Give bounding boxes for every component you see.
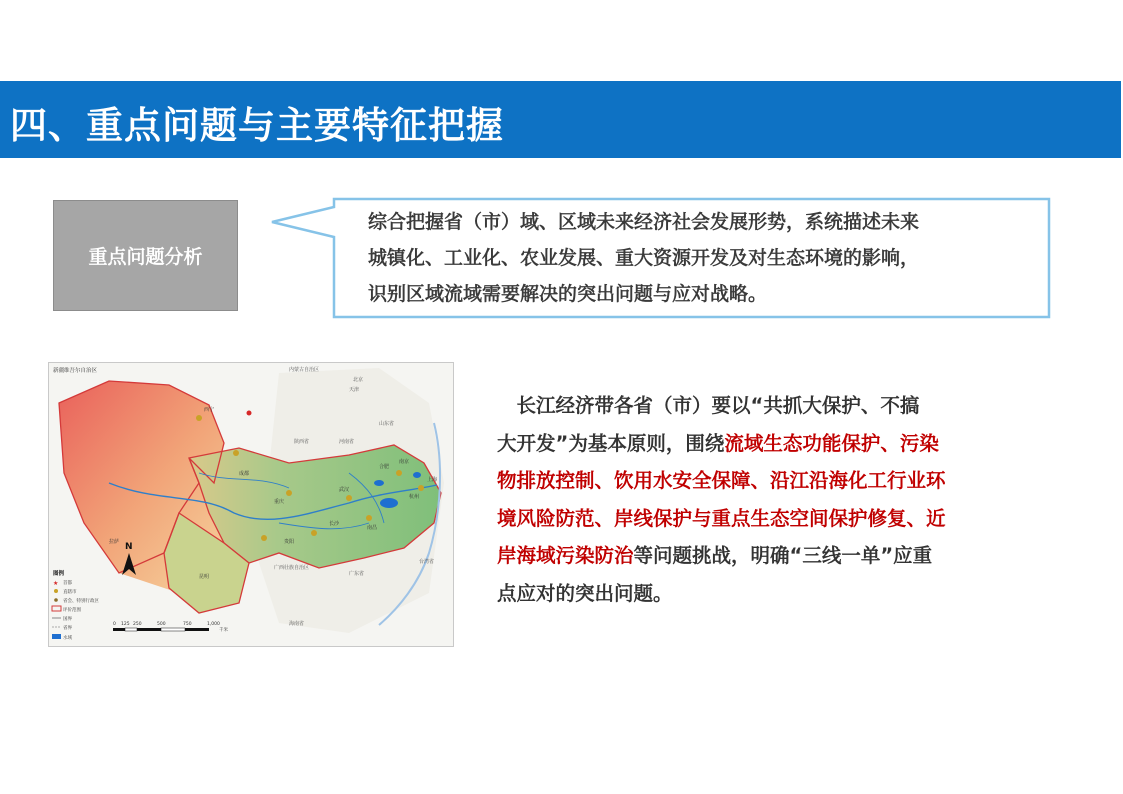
- body-text-span: 等问题挑战，明确“三线一单”应重: [633, 544, 933, 567]
- callout-line-3: 识别区域流域需要解决的突出问题与应对战略。: [368, 283, 768, 305]
- map-place-label: 杭州: [409, 494, 420, 500]
- callout-line-1: 综合把握省（市）域、区域未来经济社会发展形势，系统描述未来: [368, 211, 920, 233]
- legend-item: 首都: [63, 581, 72, 586]
- callout-line-2: 城镇化、工业化、农业发展、重大资源开发及对生态环境的影响，: [368, 247, 920, 269]
- map-graphic: [49, 363, 453, 646]
- scale-label: 250: [133, 622, 142, 627]
- svg-text:★: ★: [53, 580, 59, 587]
- legend-item: 评价范围: [63, 608, 81, 613]
- legend-title: 图例: [53, 571, 65, 577]
- legend-item: 直辖市: [63, 590, 77, 595]
- map-region-label: 新疆维吾尔自治区: [53, 368, 98, 374]
- yangtze-map: [48, 362, 454, 647]
- body-line-1: [497, 387, 1045, 425]
- map-place-label: 重庆: [274, 499, 285, 505]
- page-title: 四、重点问题与主要特征把握: [10, 104, 504, 147]
- scale-label: 1,000: [207, 622, 220, 627]
- map-place-label: 南京: [399, 459, 410, 465]
- scale-unit: 千米: [219, 628, 228, 633]
- map-place-label: 广东省: [349, 571, 365, 577]
- body-highlight-span: 岸海域污染防治: [497, 544, 634, 567]
- body-line-5: [497, 537, 1045, 575]
- scale-label: 750: [183, 622, 192, 627]
- map-place-label: 天津: [349, 387, 360, 393]
- map-place-label: 西宁: [204, 407, 215, 413]
- map-place-label: 广西壮族自治区: [274, 565, 310, 571]
- north-arrow-label: N: [125, 542, 133, 552]
- map-place-label: 上海: [427, 477, 438, 483]
- body-paragraph: [497, 387, 1045, 612]
- map-place-label: 北京: [353, 377, 364, 383]
- topic-label-box: [53, 200, 238, 311]
- map-place-label: 长沙: [329, 521, 340, 527]
- body-text-span: 大开发”为基本原则，围绕: [497, 431, 725, 455]
- callout-text: [368, 204, 1058, 312]
- legend-item: 省会、特别行政区: [63, 599, 99, 604]
- scale-label: 0: [113, 622, 116, 627]
- map-place-label: 昆明: [199, 574, 210, 580]
- legend-item: 省界: [63, 626, 72, 631]
- body-line-3: 物排放控制、饮用水安全保障、沿江沿海化工行业环: [497, 469, 946, 492]
- legend-item: 水域: [63, 636, 72, 641]
- map-place-label: 陕西省: [294, 439, 310, 445]
- map-place-label: 合肥: [379, 464, 390, 470]
- scale-label: 125: [121, 622, 130, 627]
- body-text-span: 长江经济带各省（市）要以“共抓大保护、不搞: [516, 394, 920, 417]
- scale-label: 500: [157, 622, 166, 627]
- body-line-4: 境风险防范、岸线保护与重点生态空间保护修复、近: [497, 506, 946, 530]
- map-place-label: 武汉: [339, 487, 350, 493]
- map-place-label: 台湾省: [419, 559, 435, 565]
- body-highlight-span: 流域生态功能保护、污染: [724, 431, 939, 455]
- map-place-label: 拉萨: [109, 539, 120, 545]
- map-place-label: 海南省: [289, 621, 305, 627]
- body-line-6: 点应对的突出问题。: [497, 581, 673, 605]
- map-place-label: 贵阳: [284, 539, 295, 545]
- legend-item: 国界: [63, 617, 72, 622]
- map-place-label: 成都: [239, 471, 250, 477]
- map-place-label: 内蒙古自治区: [289, 367, 320, 373]
- topic-label: 重点问题分析: [88, 246, 203, 268]
- map-place-label: 河南省: [339, 439, 355, 445]
- header-banner: [0, 81, 1121, 158]
- map-place-label: 山东省: [379, 421, 395, 427]
- map-place-label: 南昌: [367, 525, 378, 531]
- body-line-2: [497, 425, 1045, 463]
